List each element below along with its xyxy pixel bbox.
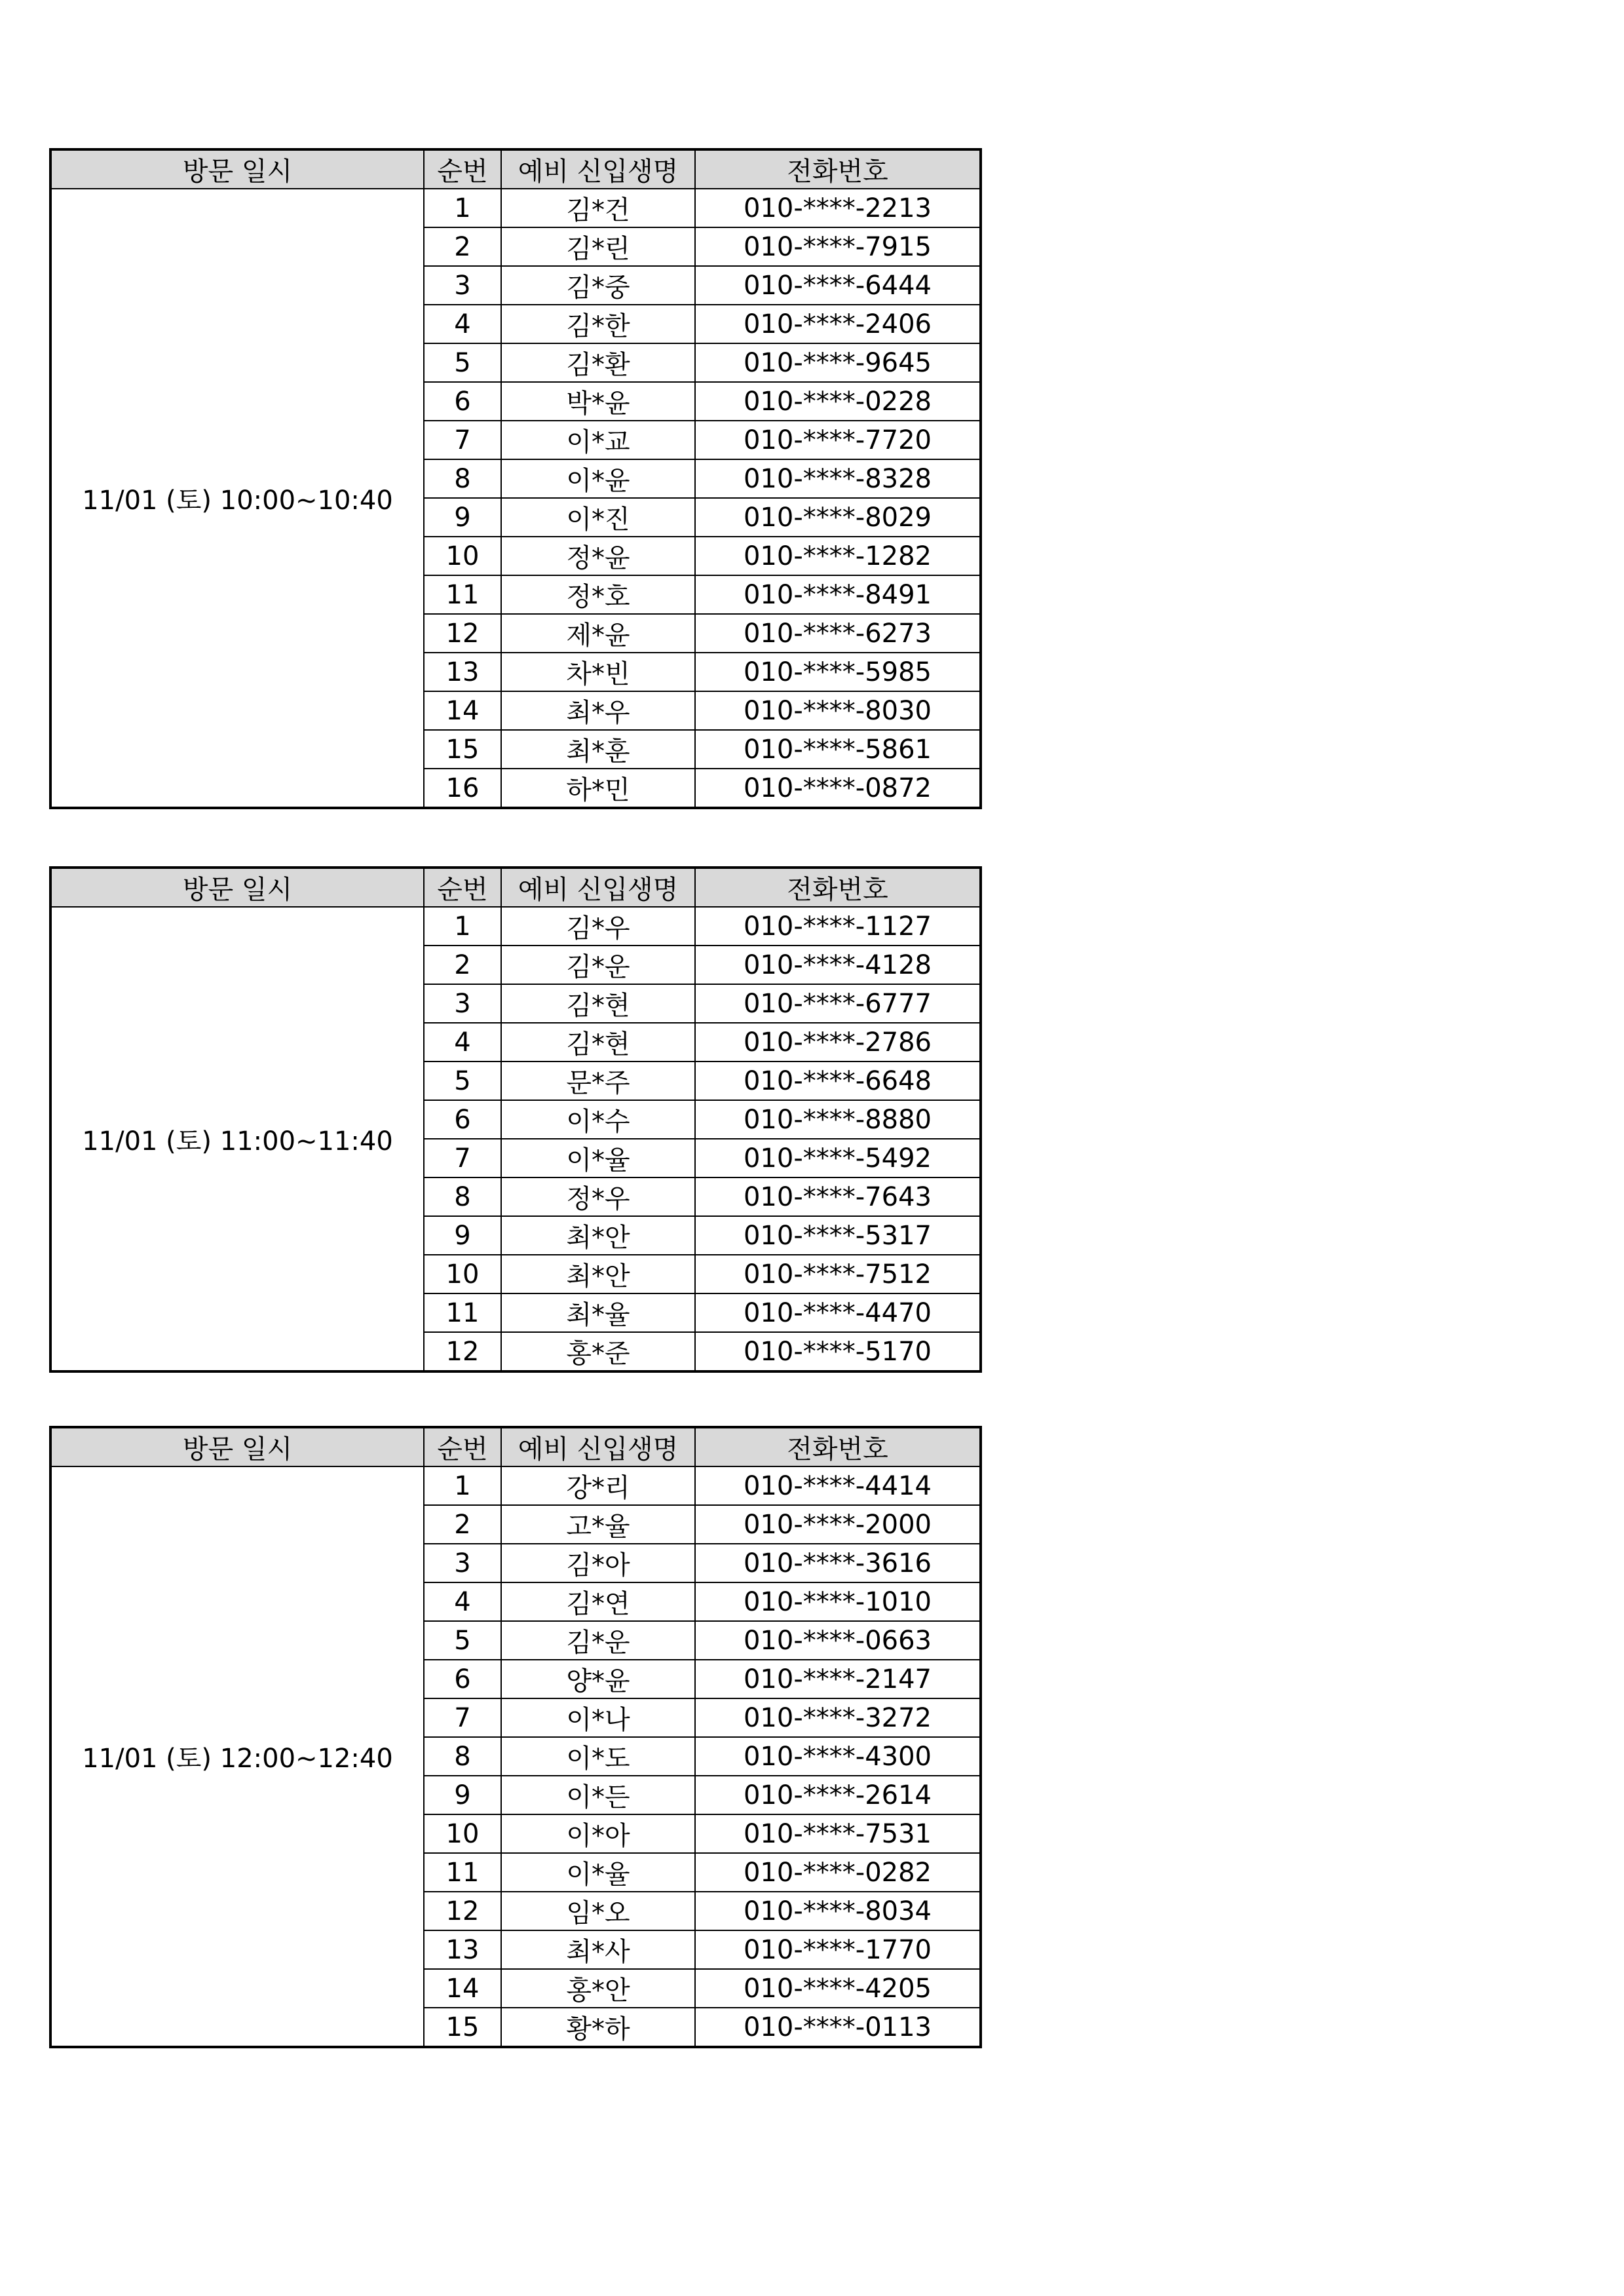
phone-cell: 010-****-2147 [695, 1660, 981, 1698]
student-name-cell: 김*한 [501, 305, 695, 343]
phone-cell: 010-****-3272 [695, 1698, 981, 1737]
header-sequence: 순번 [424, 1427, 501, 1466]
phone-cell: 010-****-0228 [695, 382, 981, 421]
student-name-cell: 최*안 [501, 1255, 695, 1293]
sequence-cell: 12 [424, 1332, 501, 1371]
student-name-cell: 최*안 [501, 1216, 695, 1255]
sequence-cell: 4 [424, 305, 501, 343]
sequence-cell: 14 [424, 691, 501, 730]
student-name-cell: 이*교 [501, 421, 695, 459]
student-name-cell: 하*민 [501, 769, 695, 808]
header-visit-datetime: 방문 일시 [50, 868, 424, 907]
student-name-cell: 김*현 [501, 1023, 695, 1062]
sequence-cell: 12 [424, 614, 501, 653]
header-student-name: 예비 신입생명 [501, 868, 695, 907]
header-student-name: 예비 신입생명 [501, 1427, 695, 1466]
sequence-cell: 3 [424, 984, 501, 1023]
phone-cell: 010-****-2213 [695, 189, 981, 227]
sequence-cell: 16 [424, 769, 501, 808]
sequence-cell: 11 [424, 1853, 501, 1892]
sequence-cell: 13 [424, 1930, 501, 1969]
sequence-cell: 3 [424, 266, 501, 305]
student-name-cell: 최*율 [501, 1293, 695, 1332]
phone-cell: 010-****-2786 [695, 1023, 981, 1062]
header-row [50, 1427, 981, 1466]
sequence-cell: 7 [424, 1698, 501, 1737]
phone-cell: 010-****-2406 [695, 305, 981, 343]
student-name-cell: 임*오 [501, 1892, 695, 1930]
phone-cell: 010-****-1282 [695, 537, 981, 575]
sequence-cell: 7 [424, 421, 501, 459]
student-name-cell: 김*중 [501, 266, 695, 305]
phone-cell: 010-****-4205 [695, 1969, 981, 2008]
student-name-cell: 문*주 [501, 1062, 695, 1100]
student-name-cell: 이*든 [501, 1776, 695, 1814]
header-phone: 전화번호 [695, 149, 981, 189]
phone-cell: 010-****-9645 [695, 343, 981, 382]
student-name-cell: 이*수 [501, 1100, 695, 1139]
phone-cell: 010-****-6777 [695, 984, 981, 1023]
sequence-cell: 8 [424, 1737, 501, 1776]
phone-cell: 010-****-8030 [695, 691, 981, 730]
phone-cell: 010-****-1010 [695, 1582, 981, 1621]
table-row [50, 907, 981, 946]
phone-cell: 010-****-4414 [695, 1466, 981, 1505]
student-name-cell: 이*진 [501, 498, 695, 537]
sequence-cell: 12 [424, 1892, 501, 1930]
sequence-cell: 10 [424, 1255, 501, 1293]
visit-table [49, 866, 982, 1373]
header-sequence: 순번 [424, 868, 501, 907]
sequence-cell: 4 [424, 1023, 501, 1062]
phone-cell: 010-****-3616 [695, 1544, 981, 1582]
phone-cell: 010-****-5317 [695, 1216, 981, 1255]
header-visit-datetime: 방문 일시 [50, 149, 424, 189]
phone-cell: 010-****-8880 [695, 1100, 981, 1139]
student-name-cell: 차*빈 [501, 653, 695, 691]
phone-cell: 010-****-6444 [695, 266, 981, 305]
phone-cell: 010-****-7531 [695, 1814, 981, 1853]
student-name-cell: 강*리 [501, 1466, 695, 1505]
header-sequence: 순번 [424, 149, 501, 189]
student-name-cell: 최*우 [501, 691, 695, 730]
student-name-cell: 김*운 [501, 946, 695, 984]
phone-cell: 010-****-8328 [695, 459, 981, 498]
phone-cell: 010-****-5170 [695, 1332, 981, 1371]
phone-cell: 010-****-5861 [695, 730, 981, 769]
sequence-cell: 6 [424, 1660, 501, 1698]
sequence-cell: 13 [424, 653, 501, 691]
sequence-cell: 8 [424, 459, 501, 498]
sequence-cell: 14 [424, 1969, 501, 2008]
sequence-cell: 9 [424, 498, 501, 537]
header-visit-datetime: 방문 일시 [50, 1427, 424, 1466]
student-name-cell: 정*윤 [501, 537, 695, 575]
phone-cell: 010-****-6273 [695, 614, 981, 653]
sequence-cell: 9 [424, 1216, 501, 1255]
phone-cell: 010-****-2000 [695, 1505, 981, 1544]
sequence-cell: 9 [424, 1776, 501, 1814]
sequence-cell: 7 [424, 1139, 501, 1177]
student-name-cell: 김*린 [501, 227, 695, 266]
student-name-cell: 제*윤 [501, 614, 695, 653]
student-name-cell: 이*나 [501, 1698, 695, 1737]
student-name-cell: 황*하 [501, 2008, 695, 2047]
student-name-cell: 김*환 [501, 343, 695, 382]
student-name-cell: 이*윤 [501, 459, 695, 498]
student-name-cell: 양*윤 [501, 1660, 695, 1698]
student-name-cell: 고*율 [501, 1505, 695, 1544]
phone-cell: 010-****-7643 [695, 1177, 981, 1216]
table-row [50, 189, 981, 227]
phone-cell: 010-****-1127 [695, 907, 981, 946]
phone-cell: 010-****-6648 [695, 1062, 981, 1100]
student-name-cell: 이*도 [501, 1737, 695, 1776]
student-name-cell: 김*운 [501, 1621, 695, 1660]
phone-cell: 010-****-8029 [695, 498, 981, 537]
header-phone: 전화번호 [695, 1427, 981, 1466]
sequence-cell: 15 [424, 730, 501, 769]
phone-cell: 010-****-2614 [695, 1776, 981, 1814]
student-name-cell: 정*우 [501, 1177, 695, 1216]
student-name-cell: 김*현 [501, 984, 695, 1023]
student-name-cell: 홍*안 [501, 1969, 695, 2008]
student-name-cell: 김*아 [501, 1544, 695, 1582]
student-name-cell: 이*율 [501, 1853, 695, 1892]
sequence-cell: 11 [424, 575, 501, 614]
sequence-cell: 10 [424, 1814, 501, 1853]
sequence-cell: 2 [424, 1505, 501, 1544]
header-row [50, 149, 981, 189]
phone-cell: 010-****-8034 [695, 1892, 981, 1930]
phone-cell: 010-****-7915 [695, 227, 981, 266]
sequence-cell: 2 [424, 946, 501, 984]
sequence-cell: 4 [424, 1582, 501, 1621]
student-name-cell: 박*윤 [501, 382, 695, 421]
sequence-cell: 5 [424, 343, 501, 382]
student-name-cell: 김*연 [501, 1582, 695, 1621]
sequence-cell: 1 [424, 1466, 501, 1505]
phone-cell: 010-****-5985 [695, 653, 981, 691]
header-row [50, 868, 981, 907]
phone-cell: 010-****-4300 [695, 1737, 981, 1776]
phone-cell: 010-****-0113 [695, 2008, 981, 2047]
visit-table [49, 148, 982, 809]
sequence-cell: 1 [424, 189, 501, 227]
sequence-cell: 15 [424, 2008, 501, 2047]
sequence-cell: 5 [424, 1621, 501, 1660]
phone-cell: 010-****-0282 [695, 1853, 981, 1892]
phone-cell: 010-****-0663 [695, 1621, 981, 1660]
visit-datetime-cell: 11/01 (토) 10:00~10:40 [50, 189, 424, 808]
student-name-cell: 최*훈 [501, 730, 695, 769]
sequence-cell: 10 [424, 537, 501, 575]
student-name-cell: 정*호 [501, 575, 695, 614]
phone-cell: 010-****-8491 [695, 575, 981, 614]
sequence-cell: 3 [424, 1544, 501, 1582]
phone-cell: 010-****-5492 [695, 1139, 981, 1177]
phone-cell: 010-****-4128 [695, 946, 981, 984]
phone-cell: 010-****-7720 [695, 421, 981, 459]
phone-cell: 010-****-1770 [695, 1930, 981, 1969]
student-name-cell: 이*아 [501, 1814, 695, 1853]
student-name-cell: 김*건 [501, 189, 695, 227]
phone-cell: 010-****-7512 [695, 1255, 981, 1293]
header-phone: 전화번호 [695, 868, 981, 907]
visit-datetime-cell: 11/01 (토) 11:00~11:40 [50, 907, 424, 1371]
student-name-cell: 최*사 [501, 1930, 695, 1969]
sequence-cell: 8 [424, 1177, 501, 1216]
table-row [50, 1466, 981, 1505]
sequence-cell: 11 [424, 1293, 501, 1332]
student-name-cell: 이*율 [501, 1139, 695, 1177]
sequence-cell: 1 [424, 907, 501, 946]
visit-datetime-cell: 11/01 (토) 12:00~12:40 [50, 1466, 424, 2047]
sequence-cell: 2 [424, 227, 501, 266]
header-student-name: 예비 신입생명 [501, 149, 695, 189]
student-name-cell: 김*우 [501, 907, 695, 946]
sequence-cell: 6 [424, 382, 501, 421]
phone-cell: 010-****-4470 [695, 1293, 981, 1332]
sequence-cell: 6 [424, 1100, 501, 1139]
sequence-cell: 5 [424, 1062, 501, 1100]
phone-cell: 010-****-0872 [695, 769, 981, 808]
visit-table [49, 1426, 982, 2048]
student-name-cell: 홍*준 [501, 1332, 695, 1371]
